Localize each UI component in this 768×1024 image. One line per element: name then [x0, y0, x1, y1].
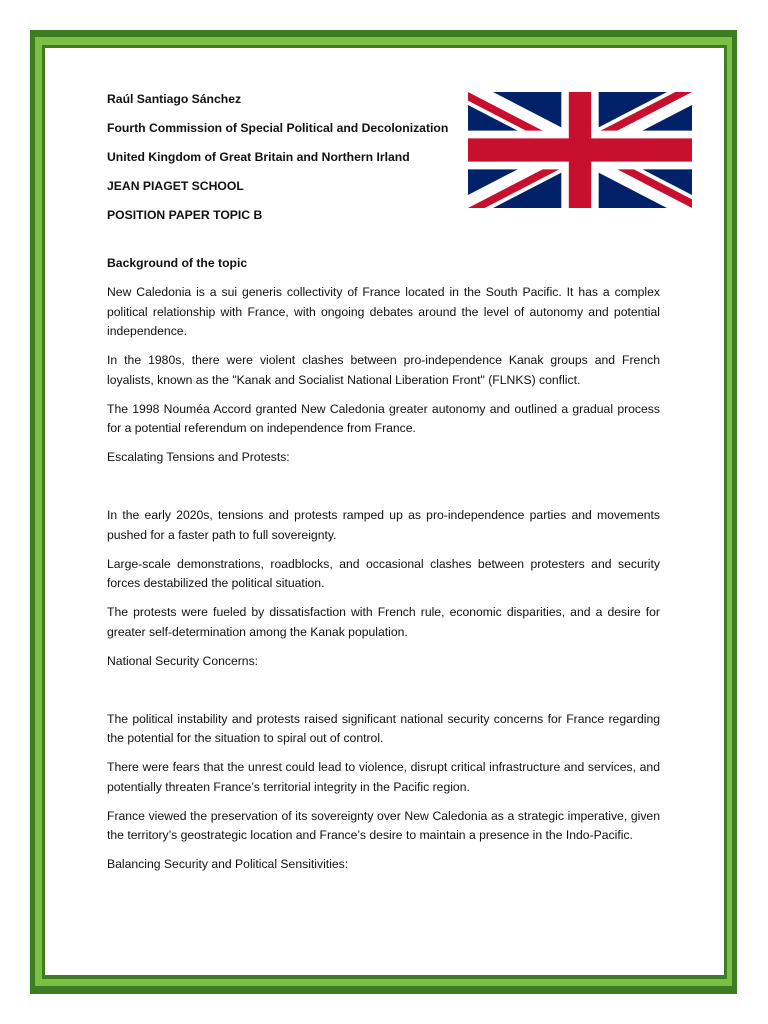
document-page	[45, 48, 724, 975]
section-heading-balancing: Balancing Security and Political Sensitivities:	[107, 857, 349, 871]
paragraph: In the 1980s, there were violent clashes between pro-independence Kanak groups and French loyalists, known as the "Kanak and Socialist National Liberation Front" (FLNKS) conflict.	[107, 353, 660, 387]
paper-title: POSITION PAPER TOPIC B	[107, 208, 263, 222]
section-heading-background: Background of the topic	[107, 256, 248, 270]
author-name: Raúl Santiago Sánchez	[107, 92, 242, 106]
paragraph: Large-scale demonstrations, roadblocks, and occasional clashes between protesters and security forces destabilized the political situation.	[107, 556, 660, 590]
section-heading-tensions: Escalating Tensions and Protests:	[107, 450, 290, 464]
paragraph: The 1998 Nouméa Accord granted New Caledonia greater autonomy and outlined a gradual process for a potential referendum on independence from France.	[107, 401, 660, 435]
document-body	[107, 90, 660, 884]
section-heading-security: National Security Concerns:	[107, 653, 259, 668]
paragraph: New Caledonia is a sui generis collectivity of France located in the South Pacific. It has a complex political relationship with France, with ongoing debates around the level of autonomy and potential independence.	[107, 285, 660, 338]
paragraph: France viewed the preservation of its sovereignty over New Caledonia as a strategic imperative, given the territory’s geostrategic location and France’s desire to maintain a presence in the Indo-Pacific.	[107, 808, 660, 842]
school-name: JEAN PIAGET SCHOOL	[107, 179, 244, 193]
paragraph: The political instability and protests raised significant national security concerns for France regarding the potential for the situation to spiral out of control.	[107, 711, 660, 745]
paragraph: The protests were fueled by dissatisfaction with French rule, economic disparities, and a desire for greater self-determination among the Kanak population.	[107, 605, 660, 639]
paragraph: In the early 2020s, tensions and protests ramped up as pro-independence parties and movements pushed for a faster path to full sovereignty.	[107, 508, 660, 542]
committee-name: Fourth Commission of Special Political and Decolonization	[107, 121, 449, 135]
paragraph: There were fears that the unrest could lead to violence, disrupt critical infrastructure and services, and potentially threaten France’s territorial integrity in the Pacific region.	[107, 760, 660, 794]
country-name: United Kingdom of Great Britain and Northern Irland	[107, 150, 410, 164]
